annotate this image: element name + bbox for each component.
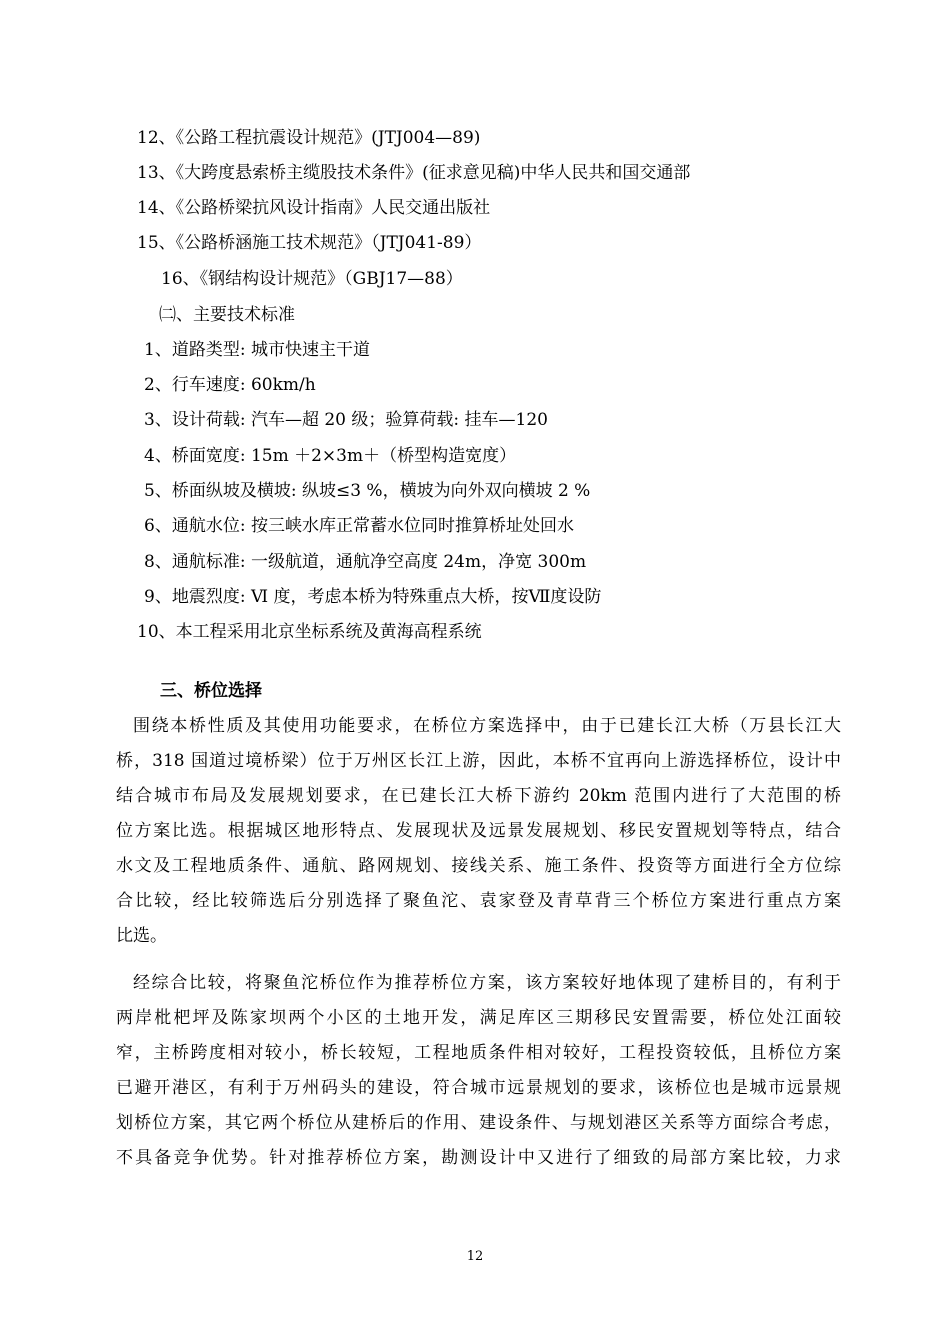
paragraph-line: 两岸枇杷坪及陈家坝两个小区的土地开发，满足库区三期移民安置需要，桥位处江面较 [116,1008,841,1028]
paragraph-line: 位方案比选。根据城区地形特点、发展现状及远景发展规划、移民安置规划等特点，结合 [116,821,841,841]
standard-item: 10、本工程采用北京坐标系统及黄海高程系统 [137,622,482,642]
standard-item: 3、设计荷载: 汽车—超 20 级；验算荷载: 挂车—120 [144,410,548,430]
standard-item: 2、行车速度: 60km/h [144,375,316,395]
standard-item: 5、桥面纵坡及横坡: 纵坡≤3 %，横坡为向外双向横坡 2 % [144,481,591,501]
standard-item: 8、通航标准: 一级航道，通航净空高度 24m，净宽 300m [144,552,587,572]
paragraph-recommended-site [116,966,841,1176]
paragraph-line: 不具备竞争优势。针对推荐桥位方案，勘测设计中又进行了细致的局部方案比较，力求 [116,1148,841,1168]
paragraph-line: 划桥位方案，其它两个桥位从建桥后的作用、建设条件、与规划港区关系等方面综合考虑， [116,1113,841,1133]
paragraph-line: 桥，318 国道过境桥梁）位于万州区长江上游，因此，本桥不宜再向上游选择桥位，设计中 [116,751,841,771]
page-number: 12 [466,1249,484,1264]
standard-item: 6、通航水位: 按三峡水库正常蓄水位同时推算桥址处回水 [144,516,574,536]
paragraph-line: 合比较，经比较筛选后分别选择了聚鱼沱、袁家登及青草背三个桥位方案进行重点方案 [116,891,841,911]
paragraph-line: 围绕本桥性质及其使用功能要求，在桥位方案选择中，由于已建长江大桥（万县长江大 [133,716,841,736]
paragraph-line: 已避开港区，有利于万州码头的建设，符合城市远景规划的要求，该桥位也是城市远景规 [116,1078,841,1098]
paragraph-line: 经综合比较，将聚鱼沱桥位作为推荐桥位方案，该方案较好地体现了建桥目的，有利于 [133,973,841,993]
paragraph-line: 窄，主桥跨度相对较小，桥长较短，工程地质条件相对较好，工程投资较低，且桥位方案 [116,1043,841,1063]
reference-item-14: 14、《公路桥梁抗风设计指南》人民交通出版社 [137,198,491,218]
reference-item-12: 12、《公路工程抗震设计规范》(JTJ004—89) [137,128,481,148]
reference-item-15: 15、《公路桥涵施工技术规范》（JTJ041-89） [137,233,482,253]
standard-item: 9、地震烈度: Ⅵ 度，考虑本桥为特殊重点大桥，按Ⅶ度设防 [144,587,602,607]
section-title: 三、桥位选择 [160,681,262,701]
standard-item: 1、道路类型: 城市快速主干道 [144,340,370,360]
standard-item: 4、桥面宽度: 15m ＋2×3m＋（桥型构造宽度） [144,446,517,466]
reference-item-13: 13、《大跨度悬索桥主缆股技术条件》(征求意见稿)中华人民共和国交通部 [137,163,691,183]
reference-item-16: 16、《钢结构设计规范》（GBJ17—88） [161,269,463,289]
paragraph-line: 比选。 [116,926,167,946]
paragraph-line: 结合城市布局及发展规划要求，在已建长江大桥下游约 20km 范围内进行了大范围的桥 [116,786,841,806]
paragraph-bridge-site-selection [116,709,841,954]
standards-title: ㈡、主要技术标准 [159,305,295,325]
paragraph-line: 水文及工程地质条件、通航、路网规划、接线关系、施工条件、投资等方面进行全方位综 [116,856,841,876]
